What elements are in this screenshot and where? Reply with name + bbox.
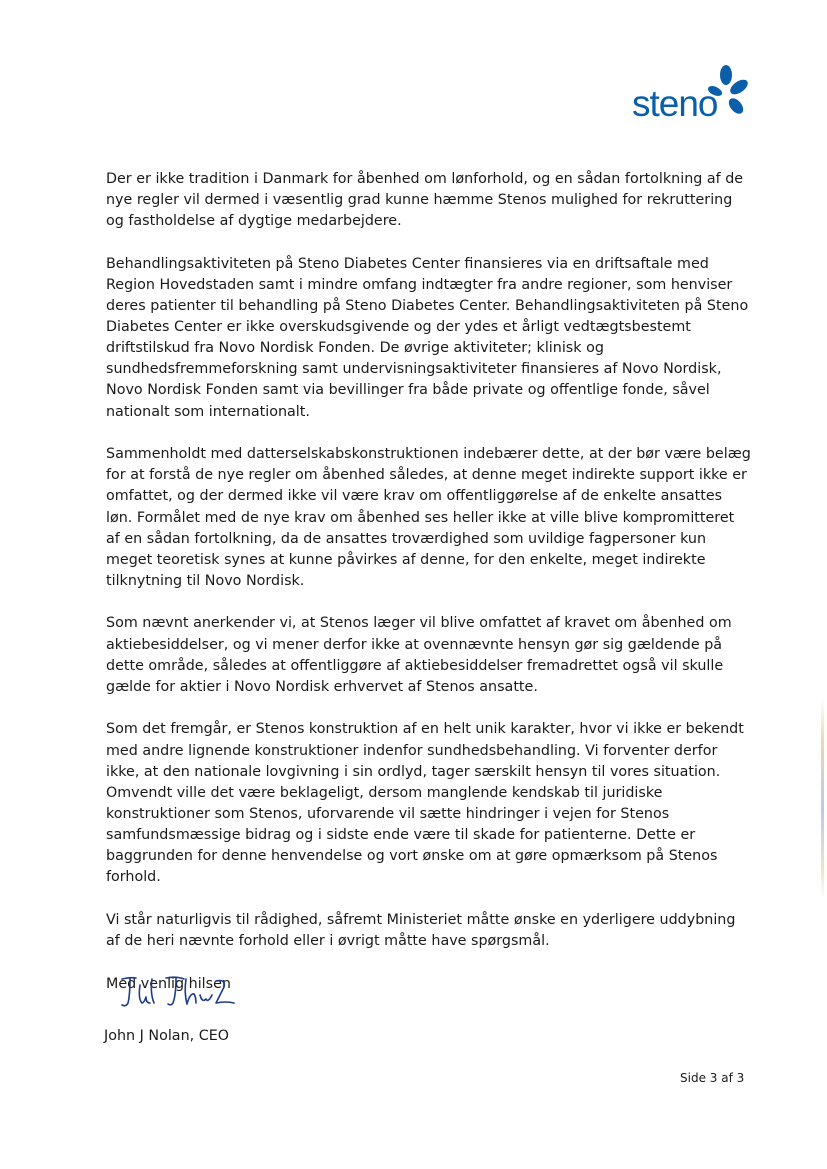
paragraph: Som det fremgår, er Stenos konstruktion af en helt unik karakter, hvor vi ikke er bekendt med andre lignende konstruktioner indenfor sundhedsbehandling. Vi forventer derfor ikke, at den nationale lovgivning i sin ordlyd, tager særskilt hensyn til vores situation. Omvendt ville det være beklageligt, dersom manglende kendskab til juridiske konstruktioner som Stenos, uforvarende vil sætte hindringer i vejen for Stenos samfundsmæssige bidrag og i sidste ende være til skade for patienterne. Dette er baggrunden for denne henvendelse og vort ønske om at gøre opmærksom på Stenos forhold. xyxy=(106,721,744,886)
steno-logo xyxy=(630,62,750,128)
letter-body xyxy=(106,169,751,1016)
scan-edge-artifact xyxy=(821,700,824,900)
logo-wordmark: steno xyxy=(632,83,718,124)
paragraph: Sammenholdt med datterselskabskonstruktionen indebærer dette, at der bør være belæg for at forstå de nye regler om åbenhed således, at denne meget indirekte support ikke er omfattet, og der dermed ikke vil være krav om offentliggørelse af de enkelte ansattes løn. Formålet med de nye krav om åbenhed ses heller ikke at ville blive kompromitteret af en sådan fortolkning, da de ansattes troværdighed som uvildige fagpersoner kun meget teoretisk synes at kunne påvirkes af denne, for den enkelte, meget indirekte tilknytning til Novo Nordisk. xyxy=(106,446,751,589)
paragraph: Som nævnt anerkender vi, at Stenos læger vil blive omfattet af kravet om åbenhed om aktiebesiddelser, og vi mener derfor ikke at ovennævnte hensyn gør sig gældende på dette område, således at offentliggøre af aktiebesiddelser fremadrettet også vil skulle gælde for aktier i Novo Nordisk erhvervet af Stenos ansatte. xyxy=(106,615,732,695)
paragraph: Vi står naturligvis til rådighed, såfremt Ministeriet måtte ønske en yderligere uddybning af de heri nævnte forhold eller i øvrigt måtte have spørgsmål. xyxy=(106,911,736,949)
signer-name: John J Nolan, CEO xyxy=(104,1028,229,1044)
page-number: Side 3 af 3 xyxy=(680,1071,745,1085)
paragraph: Behandlingsaktiviteten på Steno Diabetes Center finansieres via en driftsaftale med Region Hovedstaden samt i mindre omfang indtægter fra andre regioner, som henviser deres patienter til behandling på Steno Diabetes Center. Behandlingsaktiviteten på Steno Diabetes Center er ikke overskudsgivende og der ydes et årligt vedtægtsbestemt driftstilskud fra Novo Nordisk Fonden. De øvrige aktiviteter; klinisk og sundhedsfremmeforskning samt undervisningsaktiviteter finansieres af Novo Nordisk, Novo Nordisk Fonden samt via bevillinger fra både private og offentlige fonde, såvel nationalt som internationalt. xyxy=(106,255,749,420)
closing-greeting: Med venlig hilsen xyxy=(106,975,231,992)
handwritten-signature xyxy=(120,973,240,1013)
paragraph: Der er ikke tradition i Danmark for åbenhed om lønforhold, og en sådan fortolkning af de nye regler vil dermed i væsentlig grad kunne hæmme Stenos mulighed for rekruttering og fastholdelse af dygtige medarbejdere. xyxy=(106,171,744,230)
